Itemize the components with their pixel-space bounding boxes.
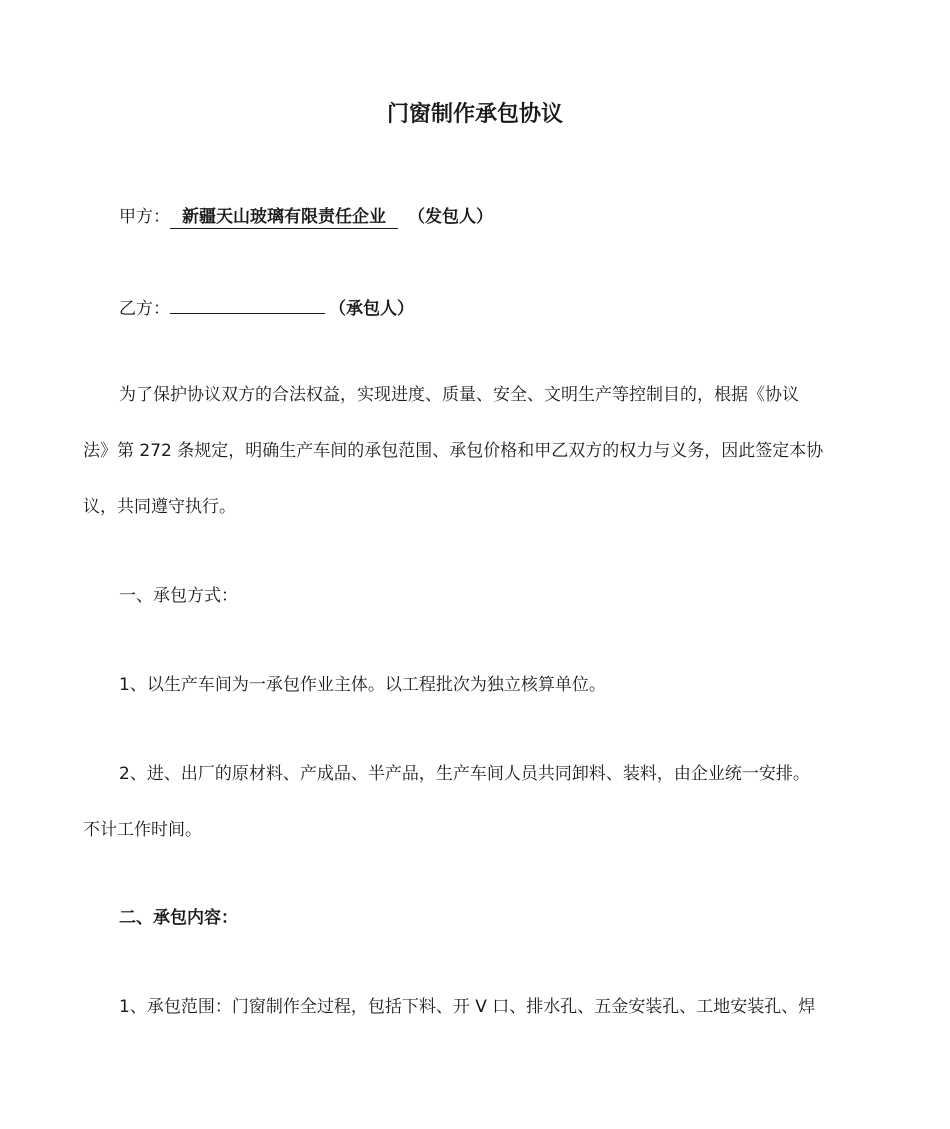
party-b-label: 乙方： [119, 299, 170, 319]
party-a-line [119, 205, 493, 229]
section-1-item-1: 1、以生产车间为一承包作业主体。以工程批次为独立核算单位。 [119, 675, 606, 695]
party-b-role: （承包人） [329, 299, 414, 319]
preamble-line-2: 法》第 272 条规定，明确生产车间的承包范围、承包价格和甲乙双方的权力与义务，因此签定本协 [83, 441, 824, 461]
section-1-heading: 一、承包方式： [119, 586, 238, 606]
section-2-heading: 二、承包内容： [119, 908, 238, 928]
document-title: 门窗制作承包协议 [386, 102, 563, 127]
section-1-item-2-line-2: 不计工作时间。 [83, 820, 202, 840]
party-a-name: 新疆天山玻璃有限责任企业 [170, 207, 398, 229]
section-1-item-2-line-1: 2、进、出厂的原材料、产成品、半产品，生产车间人员共同卸料、装料，由企业统一安排。 [119, 764, 810, 784]
preamble-line-3: 议，共同遵守执行。 [83, 497, 236, 517]
party-a-role: （发包人） [408, 207, 493, 227]
party-b-blank [170, 295, 325, 314]
party-a-label: 甲方： [119, 207, 170, 227]
section-2-item-1: 1、承包范围：门窗制作全过程，包括下料、开 V 口、排水孔、五金安装孔、工地安装孔、焊 [119, 997, 816, 1017]
party-b-line [119, 295, 414, 321]
preamble-line-1: 为了保护协议双方的合法权益，实现进度、质量、安全、文明生产等控制目的，根据《协议 [119, 385, 799, 405]
